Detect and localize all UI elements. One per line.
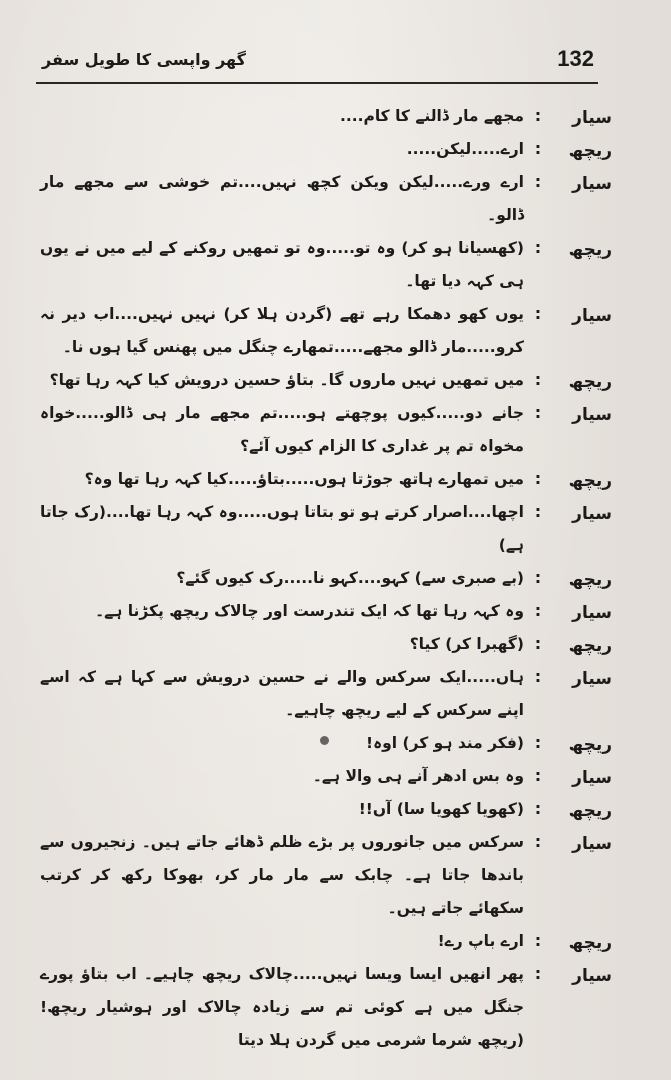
colon-separator: :: [534, 568, 542, 587]
speaker-name: ریچھ: [568, 735, 612, 755]
dialogue-text: (بے صبری سے) کہو....کہو نا.....رک کیوں گئے؟: [176, 569, 524, 587]
dialogue-text: ارے.....لیکن.....: [406, 140, 524, 158]
dialogue-line: [40, 793, 612, 826]
speaker-name: سیار: [572, 966, 612, 986]
colon-separator: :: [534, 304, 542, 323]
dialogue-text: (کھویا کھویا سا) آں!!: [358, 800, 524, 818]
ink-spot: [320, 736, 329, 745]
dialogue-text: پھر انھیں ایسا ویسا نہیں.....چالاک ریچھ چاہیے۔ اب بتاؤ پورے جنگل میں ہے کوئی تم سے زیادہ چالاک اور ہوشیار ریچھ! (ریچھ شرما شرمی میں گردن ہلا دیتا: [40, 965, 524, 1049]
colon-separator: :: [534, 832, 542, 851]
dialogue-line: [40, 661, 612, 727]
speaker-name: ریچھ: [568, 636, 612, 656]
speaker-name: ریچھ: [568, 471, 612, 491]
dialogue-text: اچھا....اصرار کرتے ہو تو بتاتا ہوں.....وہ کہہ رہا تھا....(رک جاتا ہے): [40, 503, 524, 554]
dialogue-line: [40, 628, 612, 661]
dialogue-line: [40, 496, 612, 562]
speaker-name: سیار: [572, 669, 612, 689]
dialogue-text: ارے ورے.....لیکن ویکن کچھ نہیں....تم خوشی سے مجھے مار ڈالو۔: [40, 173, 524, 224]
dialogue-text: سرکس میں جانوروں پر بڑے ظلم ڈھائے جاتے ہیں۔ زنجیروں سے باندھا جاتا ہے۔ چابک سے مار مار کر، بھوکا رکھ کر کرتب سکھائے جاتے ہیں۔: [40, 833, 524, 917]
colon-separator: :: [534, 106, 542, 125]
colon-separator: :: [534, 667, 542, 686]
header-divider: [36, 82, 598, 84]
dialogue-text: ہاں.....ایک سرکس والے نے حسین درویش سے کہا ہے کہ اسے اپنے سرکس کے لیے ریچھ چاہیے۔: [40, 668, 524, 719]
speaker-name: ریچھ: [568, 240, 612, 260]
dialogue-text: یوں کھو دھمکا رہے تھے (گردن ہلا کر) نہیں نہیں....اب دیر نہ کرو.....مار ڈالو مجھے.....تمھارے چنگل میں پھنس گیا ہوں نا۔: [40, 305, 524, 356]
dialogue-text: مجھے مار ڈالنے کا کام....: [339, 107, 524, 125]
dialogue-line: [40, 397, 612, 463]
dialogue-text: جانے دو.....کیوں پوچھتے ہو.....تم مجھے مار ہی ڈالو.....خواہ مخواہ تم پر غداری کا الزام کیوں آئے؟: [40, 404, 524, 455]
speaker-name: ریچھ: [568, 801, 612, 821]
dialogue-line: [40, 760, 612, 793]
colon-separator: :: [534, 601, 542, 620]
page-number: 132: [557, 46, 594, 71]
speaker-name: ریچھ: [568, 570, 612, 590]
dialogue-line: [40, 232, 612, 298]
book-title: گھر واپسی کا طویل سفر: [42, 50, 246, 69]
colon-separator: :: [534, 799, 542, 818]
speaker-name: سیار: [572, 174, 612, 194]
dialogue-line: [40, 298, 612, 364]
dialogue-line: [40, 826, 612, 925]
colon-separator: :: [534, 931, 542, 950]
colon-separator: :: [534, 139, 542, 158]
speaker-name: ریچھ: [568, 141, 612, 161]
colon-separator: :: [534, 733, 542, 752]
speaker-name: ریچھ: [568, 372, 612, 392]
speaker-name: سیار: [572, 834, 612, 854]
dialogue-text: ارے باپ رے!: [437, 932, 524, 950]
dialogue-text: میں تمھارے ہاتھ جوڑتا ہوں.....بتاؤ.....کیا کہہ رہا تھا وہ؟: [84, 470, 524, 488]
colon-separator: :: [534, 766, 542, 785]
dialogue-line: [40, 166, 612, 232]
dialogue-line: [40, 562, 612, 595]
speaker-name: ریچھ: [568, 933, 612, 953]
dialogue-text: (کھسیانا ہو کر) وہ تو.....وہ تو تمھیں روکنے کے لیے میں نے یوں ہی کہہ دیا تھا۔: [40, 239, 524, 290]
colon-separator: :: [534, 469, 542, 488]
speaker-name: سیار: [572, 504, 612, 524]
dialogue-line: [40, 364, 612, 397]
speaker-name: سیار: [572, 405, 612, 425]
colon-separator: :: [534, 172, 542, 191]
dialogue-text: (گھبرا کر) کیا؟: [409, 635, 524, 653]
colon-separator: :: [534, 403, 542, 422]
dialogue-line: [40, 925, 612, 958]
dialogue-text: (فکر مند ہو کر) اوہ!: [366, 734, 524, 752]
colon-separator: :: [534, 502, 542, 521]
dialogue-line: [40, 595, 612, 628]
dialogue-text: وہ بس ادھر آنے ہی والا ہے۔: [312, 767, 524, 785]
dialogue-line: [40, 100, 612, 133]
page-header: [36, 44, 598, 86]
colon-separator: :: [534, 370, 542, 389]
dialogue-body: [40, 100, 612, 1057]
speaker-name: سیار: [572, 768, 612, 788]
dialogue-line: [40, 133, 612, 166]
dialogue-text: وہ کہہ رہا تھا کہ ایک تندرست اور چالاک ریچھ پکڑنا ہے۔: [95, 602, 524, 620]
speaker-name: سیار: [572, 108, 612, 128]
colon-separator: :: [534, 964, 542, 983]
speaker-name: سیار: [572, 306, 612, 326]
dialogue-line: [40, 958, 612, 1057]
dialogue-line: [40, 463, 612, 496]
dialogue-text: میں تمھیں نہیں ماروں گا۔ بتاؤ حسین درویش کیا کہہ رہا تھا؟: [49, 371, 524, 389]
speaker-name: سیار: [572, 603, 612, 623]
colon-separator: :: [534, 238, 542, 257]
colon-separator: :: [534, 634, 542, 653]
